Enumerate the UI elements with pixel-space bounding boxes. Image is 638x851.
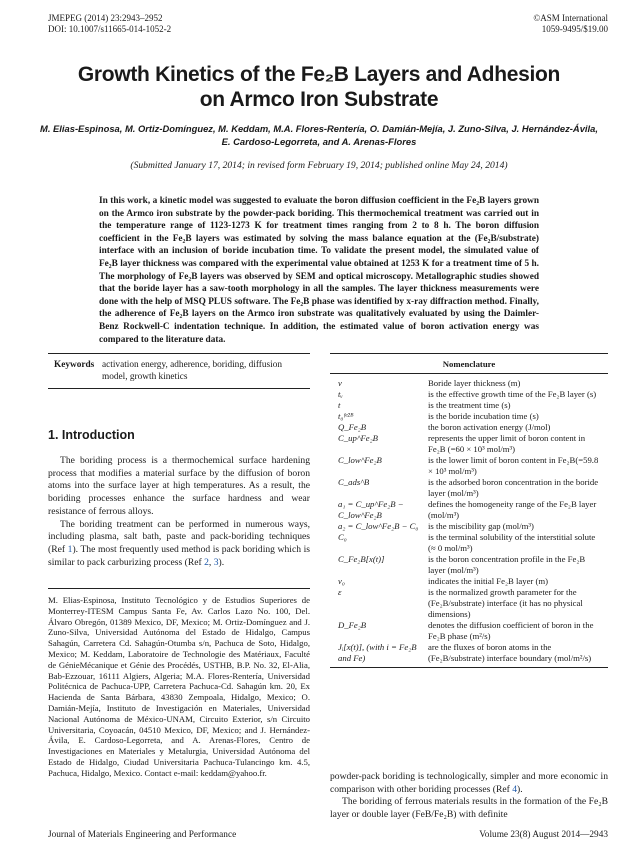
nomenclature-definition: is the treatment time (s): [428, 400, 511, 410]
keywords-value: activation energy, adherence, boriding, diffusion model, growth kinetics: [102, 360, 283, 382]
nomenclature-row: [330, 455, 608, 477]
nomenclature-row: [330, 521, 608, 532]
intro-paragraph-1: The boriding process is a thermochemical surface hardening process that modifies a material surface by the diffusion of boron atoms into the surface layer at high temperatures. As a result, the boriding processes enhance the surface hardness and wear resistance of ferrous alloys.: [48, 455, 310, 517]
nomenclature-row: [330, 642, 608, 664]
nomenclature-row: [330, 532, 608, 554]
nomenclature-definition: is the miscibility gap (mol/m³): [428, 521, 534, 531]
nomenclature-row: [330, 389, 608, 400]
journal-citation: [48, 13, 171, 35]
footer-volume: Volume 23(8) August 2014—2943: [479, 830, 608, 840]
nomenclature-definition: is the boride incubation time (s): [428, 411, 539, 421]
nomenclature-row: [330, 378, 608, 389]
nomenclature-symbol: Jᵢ[x(t)], (with i = Fe₂B and Fe): [338, 642, 417, 663]
keywords-label: Keywords: [54, 360, 95, 370]
introduction-text: [48, 455, 310, 569]
nomenclature-definition: is the effective growth time of the Fe₂B layer (s): [428, 389, 597, 399]
footer-journal: Journal of Materials Engineering and Performance: [48, 830, 237, 840]
nomenclature-row: [330, 554, 608, 576]
intro-paragraph-2: [48, 519, 310, 570]
nomenclature-definition: the boron activation energy (J/mol): [428, 422, 551, 432]
nomenclature-definition: Boride layer thickness (m): [428, 378, 521, 388]
title-line-1: Growth Kinetics of the Fe₂B Layers and Adhesion: [77, 63, 561, 86]
doi-line: DOI: 10.1007/s11665-014-1052-2: [48, 24, 172, 34]
nomenclature-symbol: Q_Fe₂B: [338, 422, 367, 432]
submission-dates: (Submitted January 17, 2014; in revised form February 19, 2014; published online May 24, 2014): [130, 160, 508, 171]
nomenclature-symbol: C_up^Fe₂B: [338, 433, 378, 443]
nomenclature-row: [330, 477, 608, 499]
right-paragraph-1: [330, 771, 608, 796]
nomenclature-row: [330, 400, 608, 411]
nomenclature-symbol: t: [338, 400, 341, 410]
abstract: In this work, a kinetic model was suggested to evaluate the boron diffusion coefficient in the Fe₂B layers grown on the Armco iron substrate by the powder-pack boriding. This thermochemical treatment was carried out in the temperature range of 1123-1273 K for treatment times ranging from 2 to 8 h. The boron diffusion coefficient in the Fe₂B layers was estimated by solving the mass balance equation at the (Fe₂B/substrate) interface with an inclusion of boride incubation time. To validate the present model, the simulated value of Fe₂B layer thickness was compared with the experimental value obtained at 1253 K for a treatment time of 5 h. The morphology of Fe₂B layers was observed by SEM and optical microscopy. Metallographic studies showed that the boride layer has a saw-tooth morphology in all the samples. The layer thickness measurements were done with the help of MSQ PLUS software. The Fe₂B phase was identified by x-ray diffraction method. Finally, the adherence of Fe₂B layers on the Armco iron substrate was qualitatively evaluated by using the Daimler-Benz Rockwell-C indentation technique. In addition, the estimated value of boron activation energy was compared to the literature data.: [99, 196, 539, 345]
nomenclature-row: [330, 576, 608, 587]
nomenclature-row: [330, 620, 608, 642]
nomenclature-definition: is the boron concentration profile in the Fe₂B layer (mol/m³): [428, 554, 586, 575]
ref-link-2[interactable]: 2: [204, 556, 209, 568]
authors-line-1: M. Elias-Espinosa, M. Ortiz-Domínguez, M. Keddam, M.A. Flores-Rentería, O. Damián-Mejía, J. Zuno-Silva, J. Hernández-Ávila,: [40, 123, 598, 134]
nomenclature-row: [330, 411, 608, 422]
nomenclature-symbol: v: [338, 378, 342, 388]
nomenclature-heading: Nomenclature: [330, 354, 608, 374]
nomenclature-definition: represents the upper limit of boron content in Fe₂B (=60 × 10³ mol/m³): [428, 433, 586, 454]
issn-line: 1059-9495/$19.00: [541, 24, 608, 34]
author-affiliations: M. Elias-Espinosa, Instituto Tecnológico y de Estudios Superiores de Monterrey-ITESM Campus Santa Fe, Av. Carlos Lazo No. 100, Del. Álvaro Obregón, 01389 Mexico, DF, Mexico; M. Ortiz-Domínguez and J. Zuno-Silva, Universidad Autónoma del Estado de Hidalgo, Campus Sahagún, Carretera Cd. Sahagún-Otumba s/n, Pachuca de Soto, Hidalgo, Mexico; M. Keddam, Laboratoire de Technologie des Matériaux, Faculté de GénieMécanique et Génie des Procédés, USTHB, B.P. No. 32, El-Alia, Bab-Ezzouar, 16111 Algiers, Algeria; M.A. Flores-Rentería, Universidad Politécnica de Pachuca-UPP, Carretera Pachuca-Cd. Sahagún km. 20, Ex Hacienda de Santa Bárbara, 43830 Zempoala, Hidalgo, Mexico; O. Damián-Mejía, Instituto de Investigación en Materiales, Universidad Nacional Autónoma de México-UNAM, Circuito Exterior, s/n Circuito Universitaria, Coyoacán, 04510 Mexico, DF, Mexico; and J. Hernández-Ávila, E. Cardoso-Legorreta, and A. Arenas-Flores, Centro de Investigaciones en Materiales y Metalurgia, Universidad Autónoma del Estado de Hidalgo, Ciudad Universitaria Pachuca-Tulancingo km. 4.5, Pachuca, Hidalgo, Mexico. Contact e-mail: keddam@yahoo.fr.: [48, 588, 310, 779]
nomenclature-row: [330, 422, 608, 433]
nomenclature-row: [330, 587, 608, 620]
nomenclature-symbol: C_ads^B: [338, 477, 370, 487]
nomenclature-symbol: v₀: [338, 576, 345, 586]
nomenclature-row: [330, 433, 608, 455]
nomenclature-definition: denotes the diffusion coefficient of boron in the Fe₂B phase (m²/s): [428, 620, 594, 641]
nomenclature-symbol: D_Fe₂B: [338, 620, 367, 630]
paper-title: [0, 62, 638, 112]
ref-link-3[interactable]: 3: [213, 556, 219, 568]
nomenclature-symbol: C₀: [338, 532, 347, 542]
nomenclature-symbol: tᵥ: [338, 389, 343, 399]
nomenclature-table: [330, 353, 608, 668]
nomenclature-definition: is the adsorbed boron concentration in the boride layer (mol/m³): [428, 477, 599, 498]
author-list: [36, 122, 602, 148]
right-p1-text-b: ).: [517, 783, 523, 795]
section-heading: 1. Introduction: [48, 428, 135, 442]
citation-line: JMEPEG (2014) 23:2943–2952: [48, 13, 163, 23]
title-line-2: on Armco Iron Substrate: [199, 88, 439, 111]
ref-link-1[interactable]: 1: [67, 543, 73, 555]
ref-link-4[interactable]: 4: [512, 783, 518, 795]
nomenclature-symbol: a₂ = C_low^Fe₂B − C₀: [338, 521, 419, 531]
intro-p2-text-c: ).: [218, 556, 225, 568]
nomenclature-symbol: C_Fe₂B[x(t)]: [338, 554, 385, 564]
nomenclature-symbol: C_low^Fe₂B: [338, 455, 382, 465]
keywords-box: [48, 353, 310, 389]
intro-p2-text-b: ). The most frequently used method is pack boriding which is similar to pack carburizing process (Ref: [48, 543, 310, 568]
authors-line-2: E. Cardoso-Legorreta, and A. Arenas-Flores: [221, 136, 417, 147]
nomenclature-symbol: a₁ = C_up^Fe₂B − C_low^Fe₂B: [338, 499, 404, 520]
publisher-info: [533, 13, 608, 35]
nomenclature-row: [330, 499, 608, 521]
nomenclature-definition: are the fluxes of boron atoms in the (Fe₂B/substrate) interface boundary (mol/m²/s): [428, 642, 592, 663]
right-column-text: [330, 771, 608, 822]
nomenclature-definition: indicates the initial Fe₂B layer (m): [428, 576, 549, 586]
nomenclature-definition: defines the homogeneity range of the Fe₂B layer (mol/m³): [428, 499, 597, 520]
nomenclature-symbol: t₀ᶠᵉ²ᴮ: [338, 411, 354, 421]
ref-separator: ,: [208, 556, 214, 568]
copyright-line: ©ASM International: [533, 13, 608, 23]
nomenclature-rows: [330, 374, 608, 667]
nomenclature-definition: is the terminal solubility of the interstitial solute (≈ 0 mol/m³): [428, 532, 596, 553]
nomenclature-definition: is the lower limit of boron content in Fe₂B(=59.8 × 10³ mol/m³): [428, 455, 599, 476]
intro-p2-text-a: The boriding treatment can be performed in numerous ways, including plasma, salt bath, paste and pack-boriding techniques (Ref: [48, 518, 310, 555]
nomenclature-definition: is the normalized growth parameter for the (Fe₂B/substrate) interface (it has no physical dimensions): [428, 587, 583, 619]
right-paragraph-2: The boriding of ferrous materials results in the formation of the Fe₂B layer or double layer (FeB/Fe₂B) with definite: [330, 796, 608, 821]
right-p1-text-a: powder-pack boriding is technologically, simpler and more economic in comparison with other boriding processes (Ref: [330, 771, 608, 795]
nomenclature-symbol: ε: [338, 587, 342, 597]
